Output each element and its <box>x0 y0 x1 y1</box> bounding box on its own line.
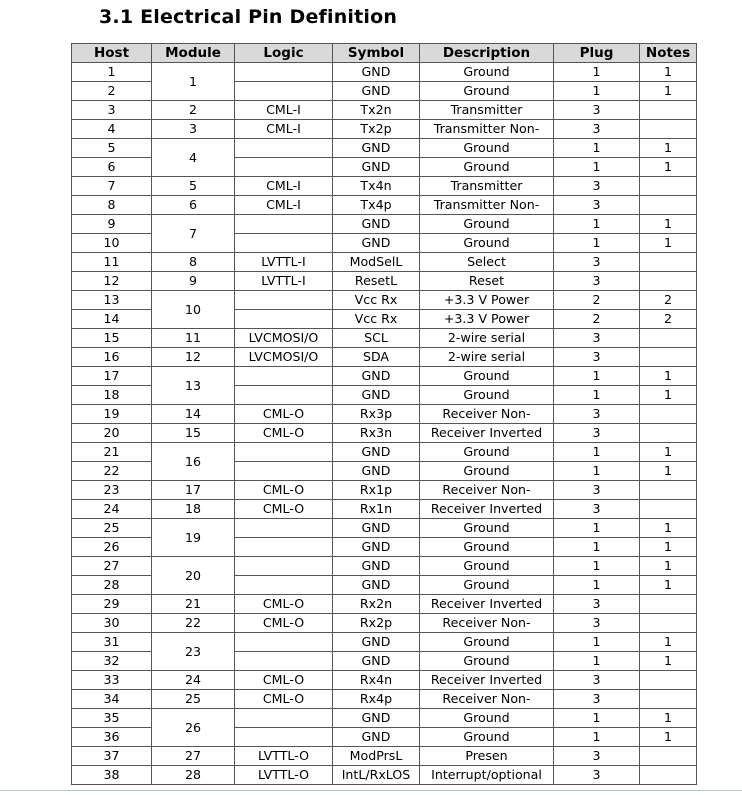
cell-logic: CML-O <box>235 671 333 690</box>
cell-module: 5 <box>152 177 235 196</box>
cell-logic: CML-O <box>235 690 333 709</box>
cell-description: 2-wire serial <box>420 348 554 367</box>
table-row <box>72 633 697 652</box>
cell-host: 11 <box>72 253 152 272</box>
table-row <box>72 671 697 690</box>
cell-plug: 1 <box>554 519 640 538</box>
cell-plug: 3 <box>554 424 640 443</box>
cell-module: 18 <box>152 500 235 519</box>
table-row <box>72 101 697 120</box>
cell-module: 17 <box>152 481 235 500</box>
table-row <box>72 614 697 633</box>
table-row <box>72 747 697 766</box>
cell-plug: 3 <box>554 690 640 709</box>
cell-symbol: Rx4p <box>333 690 420 709</box>
cell-notes <box>640 500 697 519</box>
cell-description: Ground <box>420 367 554 386</box>
table-row <box>72 557 697 576</box>
cell-symbol: Vcc Rx <box>333 310 420 329</box>
cell-description: Ground <box>420 538 554 557</box>
cell-symbol: GND <box>333 652 420 671</box>
cell-module: 28 <box>152 766 235 785</box>
cell-symbol: GND <box>333 709 420 728</box>
cell-logic <box>235 310 333 329</box>
cell-host: 12 <box>72 272 152 291</box>
table-row <box>72 500 697 519</box>
cell-logic <box>235 538 333 557</box>
cell-symbol: GND <box>333 215 420 234</box>
cell-notes <box>640 120 697 139</box>
cell-description: Ground <box>420 709 554 728</box>
cell-module: 26 <box>152 709 235 747</box>
cell-host: 33 <box>72 671 152 690</box>
cell-module: 8 <box>152 253 235 272</box>
table-row <box>72 690 697 709</box>
cell-symbol: GND <box>333 367 420 386</box>
cell-symbol: Vcc Rx <box>333 291 420 310</box>
cell-logic: CML-I <box>235 196 333 215</box>
cell-notes <box>640 766 697 785</box>
cell-host: 8 <box>72 196 152 215</box>
cell-description: Ground <box>420 557 554 576</box>
cell-description: Presen <box>420 747 554 766</box>
cell-host: 6 <box>72 158 152 177</box>
cell-host: 23 <box>72 481 152 500</box>
cell-notes: 1 <box>640 63 697 82</box>
cell-plug: 3 <box>554 177 640 196</box>
cell-logic <box>235 519 333 538</box>
table-row <box>72 766 697 785</box>
cell-symbol: Tx4n <box>333 177 420 196</box>
cell-notes <box>640 272 697 291</box>
table-row <box>72 481 697 500</box>
cell-symbol: SCL <box>333 329 420 348</box>
cell-notes: 1 <box>640 557 697 576</box>
cell-logic: LVCMOSI/O <box>235 329 333 348</box>
cell-notes <box>640 614 697 633</box>
cell-description: Receiver Non- <box>420 614 554 633</box>
cell-notes <box>640 595 697 614</box>
cell-symbol: GND <box>333 576 420 595</box>
table-row <box>72 405 697 424</box>
cell-host: 28 <box>72 576 152 595</box>
table-row <box>72 291 697 310</box>
cell-plug: 1 <box>554 728 640 747</box>
cell-description: Ground <box>420 158 554 177</box>
cell-symbol: GND <box>333 557 420 576</box>
cell-module: 2 <box>152 101 235 120</box>
cell-symbol: Rx1n <box>333 500 420 519</box>
cell-notes: 1 <box>640 519 697 538</box>
cell-description: Ground <box>420 139 554 158</box>
header-plug: Plug <box>554 44 640 63</box>
cell-symbol: GND <box>333 63 420 82</box>
cell-logic: LVTTL-O <box>235 766 333 785</box>
cell-host: 2 <box>72 82 152 101</box>
cell-logic <box>235 652 333 671</box>
cell-notes <box>640 405 697 424</box>
cell-logic <box>235 139 333 158</box>
header-description: Description <box>420 44 554 63</box>
pin-definition-table <box>71 43 697 785</box>
cell-logic: CML-O <box>235 614 333 633</box>
cell-module: 10 <box>152 291 235 329</box>
cell-host: 21 <box>72 443 152 462</box>
header-logic: Logic <box>235 44 333 63</box>
cell-notes: 1 <box>640 538 697 557</box>
cell-logic <box>235 576 333 595</box>
cell-logic: CML-O <box>235 500 333 519</box>
cell-plug: 1 <box>554 367 640 386</box>
cell-notes: 1 <box>640 728 697 747</box>
cell-notes: 1 <box>640 462 697 481</box>
cell-host: 22 <box>72 462 152 481</box>
cell-symbol: Rx4n <box>333 671 420 690</box>
cell-symbol: Rx3p <box>333 405 420 424</box>
cell-host: 15 <box>72 329 152 348</box>
cell-logic: LVCMOSI/O <box>235 348 333 367</box>
cell-plug: 3 <box>554 595 640 614</box>
cell-logic <box>235 557 333 576</box>
cell-symbol: SDA <box>333 348 420 367</box>
cell-plug: 1 <box>554 538 640 557</box>
table-row <box>72 709 697 728</box>
cell-host: 19 <box>72 405 152 424</box>
cell-notes: 1 <box>640 234 697 253</box>
cell-module: 24 <box>152 671 235 690</box>
cell-plug: 1 <box>554 234 640 253</box>
cell-description: Ground <box>420 576 554 595</box>
cell-symbol: GND <box>333 234 420 253</box>
cell-notes: 1 <box>640 158 697 177</box>
cell-logic <box>235 443 333 462</box>
cell-logic: LVTTL-I <box>235 253 333 272</box>
cell-module: 13 <box>152 367 235 405</box>
cell-notes: 1 <box>640 139 697 158</box>
header-symbol: Symbol <box>333 44 420 63</box>
cell-host: 3 <box>72 101 152 120</box>
page-bottom-divider <box>0 790 742 791</box>
cell-description: Receiver Inverted <box>420 671 554 690</box>
cell-module: 20 <box>152 557 235 595</box>
cell-host: 31 <box>72 633 152 652</box>
cell-plug: 3 <box>554 101 640 120</box>
table-row <box>72 215 697 234</box>
cell-symbol: GND <box>333 443 420 462</box>
cell-notes: 1 <box>640 82 697 101</box>
cell-notes <box>640 101 697 120</box>
cell-logic: CML-O <box>235 405 333 424</box>
cell-plug: 1 <box>554 443 640 462</box>
cell-notes: 1 <box>640 215 697 234</box>
cell-plug: 1 <box>554 633 640 652</box>
cell-description: Receiver Non- <box>420 405 554 424</box>
cell-logic <box>235 158 333 177</box>
cell-logic <box>235 728 333 747</box>
cell-logic: CML-I <box>235 177 333 196</box>
header-notes: Notes <box>640 44 697 63</box>
cell-module: 15 <box>152 424 235 443</box>
cell-module: 21 <box>152 595 235 614</box>
table-row <box>72 272 697 291</box>
cell-symbol: ModSelL <box>333 253 420 272</box>
cell-description: Ground <box>420 234 554 253</box>
cell-host: 34 <box>72 690 152 709</box>
cell-symbol: GND <box>333 158 420 177</box>
cell-logic <box>235 63 333 82</box>
cell-logic: CML-O <box>235 595 333 614</box>
cell-notes <box>640 253 697 272</box>
cell-host: 9 <box>72 215 152 234</box>
cell-description: Ground <box>420 728 554 747</box>
cell-description: 2-wire serial <box>420 329 554 348</box>
cell-plug: 3 <box>554 272 640 291</box>
cell-plug: 1 <box>554 652 640 671</box>
cell-description: Receiver Inverted <box>420 500 554 519</box>
cell-module: 11 <box>152 329 235 348</box>
cell-module: 7 <box>152 215 235 253</box>
cell-description: Transmitter <box>420 177 554 196</box>
cell-plug: 1 <box>554 386 640 405</box>
cell-symbol: GND <box>333 728 420 747</box>
cell-logic <box>235 291 333 310</box>
cell-description: +3.3 V Power <box>420 291 554 310</box>
cell-description: Ground <box>420 652 554 671</box>
cell-host: 24 <box>72 500 152 519</box>
table-row <box>72 595 697 614</box>
cell-notes <box>640 747 697 766</box>
cell-description: Ground <box>420 633 554 652</box>
cell-logic: CML-O <box>235 481 333 500</box>
cell-plug: 1 <box>554 576 640 595</box>
cell-symbol: GND <box>333 139 420 158</box>
cell-description: Ground <box>420 215 554 234</box>
cell-host: 18 <box>72 386 152 405</box>
table-row <box>72 443 697 462</box>
cell-logic <box>235 234 333 253</box>
cell-notes: 1 <box>640 443 697 462</box>
cell-host: 10 <box>72 234 152 253</box>
table-row <box>72 348 697 367</box>
cell-host: 1 <box>72 63 152 82</box>
cell-module: 14 <box>152 405 235 424</box>
cell-symbol: Tx4p <box>333 196 420 215</box>
cell-description: Ground <box>420 462 554 481</box>
cell-description: Receiver Inverted <box>420 595 554 614</box>
cell-description: Ground <box>420 63 554 82</box>
cell-host: 32 <box>72 652 152 671</box>
cell-description: +3.3 V Power <box>420 310 554 329</box>
cell-notes: 1 <box>640 709 697 728</box>
cell-symbol: Rx2n <box>333 595 420 614</box>
cell-plug: 3 <box>554 481 640 500</box>
cell-notes <box>640 671 697 690</box>
cell-notes <box>640 481 697 500</box>
cell-logic: LVTTL-O <box>235 747 333 766</box>
cell-logic: CML-I <box>235 120 333 139</box>
table-header-row <box>72 44 697 63</box>
cell-symbol: Tx2p <box>333 120 420 139</box>
cell-plug: 3 <box>554 766 640 785</box>
cell-host: 14 <box>72 310 152 329</box>
cell-symbol: ResetL <box>333 272 420 291</box>
cell-logic: CML-I <box>235 101 333 120</box>
cell-logic <box>235 633 333 652</box>
cell-module: 16 <box>152 443 235 481</box>
cell-plug: 1 <box>554 215 640 234</box>
cell-plug: 2 <box>554 310 640 329</box>
cell-symbol: Rx3n <box>333 424 420 443</box>
cell-module: 4 <box>152 139 235 177</box>
table-row <box>72 424 697 443</box>
table-row <box>72 177 697 196</box>
cell-host: 36 <box>72 728 152 747</box>
cell-logic <box>235 709 333 728</box>
table-row <box>72 63 697 82</box>
table-body <box>72 63 697 785</box>
cell-notes: 1 <box>640 633 697 652</box>
cell-notes: 1 <box>640 386 697 405</box>
table-row <box>72 253 697 272</box>
cell-module: 9 <box>152 272 235 291</box>
cell-symbol: GND <box>333 519 420 538</box>
cell-logic <box>235 215 333 234</box>
table-row <box>72 367 697 386</box>
cell-plug: 3 <box>554 196 640 215</box>
cell-symbol: GND <box>333 386 420 405</box>
cell-logic <box>235 82 333 101</box>
cell-plug: 3 <box>554 329 640 348</box>
header-host: Host <box>72 44 152 63</box>
cell-host: 25 <box>72 519 152 538</box>
cell-module: 25 <box>152 690 235 709</box>
page-title: 3.1 Electrical Pin Definition <box>99 6 398 28</box>
cell-notes <box>640 329 697 348</box>
cell-plug: 3 <box>554 405 640 424</box>
cell-description: Transmitter Non- <box>420 196 554 215</box>
table-row <box>72 139 697 158</box>
cell-symbol: GND <box>333 633 420 652</box>
cell-plug: 1 <box>554 557 640 576</box>
cell-description: Receiver Inverted <box>420 424 554 443</box>
cell-description: Reset <box>420 272 554 291</box>
cell-symbol: GND <box>333 538 420 557</box>
cell-plug: 1 <box>554 158 640 177</box>
cell-notes <box>640 424 697 443</box>
cell-host: 30 <box>72 614 152 633</box>
cell-notes <box>640 177 697 196</box>
cell-description: Ground <box>420 82 554 101</box>
cell-host: 26 <box>72 538 152 557</box>
cell-host: 4 <box>72 120 152 139</box>
table-row <box>72 519 697 538</box>
cell-description: Transmitter Non- <box>420 120 554 139</box>
cell-host: 20 <box>72 424 152 443</box>
cell-notes: 1 <box>640 367 697 386</box>
cell-plug: 3 <box>554 348 640 367</box>
cell-plug: 3 <box>554 671 640 690</box>
cell-plug: 1 <box>554 82 640 101</box>
cell-logic: LVTTL-I <box>235 272 333 291</box>
cell-plug: 3 <box>554 120 640 139</box>
cell-description: Select <box>420 253 554 272</box>
cell-logic <box>235 386 333 405</box>
cell-plug: 3 <box>554 500 640 519</box>
cell-symbol: GND <box>333 462 420 481</box>
cell-description: Receiver Non- <box>420 481 554 500</box>
cell-plug: 3 <box>554 747 640 766</box>
cell-module: 23 <box>152 633 235 671</box>
cell-host: 37 <box>72 747 152 766</box>
cell-logic <box>235 462 333 481</box>
cell-symbol: Tx2n <box>333 101 420 120</box>
cell-logic: CML-O <box>235 424 333 443</box>
cell-notes: 2 <box>640 291 697 310</box>
cell-host: 16 <box>72 348 152 367</box>
cell-plug: 1 <box>554 63 640 82</box>
cell-module: 1 <box>152 63 235 101</box>
cell-plug: 1 <box>554 709 640 728</box>
cell-plug: 3 <box>554 253 640 272</box>
cell-symbol: ModPrsL <box>333 747 420 766</box>
cell-host: 7 <box>72 177 152 196</box>
cell-plug: 1 <box>554 462 640 481</box>
cell-host: 27 <box>72 557 152 576</box>
cell-plug: 1 <box>554 139 640 158</box>
cell-symbol: IntL/RxLOS <box>333 766 420 785</box>
cell-module: 6 <box>152 196 235 215</box>
cell-host: 5 <box>72 139 152 158</box>
header-module: Module <box>152 44 235 63</box>
cell-host: 29 <box>72 595 152 614</box>
cell-description: Interrupt/optional <box>420 766 554 785</box>
cell-host: 38 <box>72 766 152 785</box>
cell-module: 3 <box>152 120 235 139</box>
table-row <box>72 120 697 139</box>
cell-host: 13 <box>72 291 152 310</box>
cell-description: Receiver Non- <box>420 690 554 709</box>
cell-description: Ground <box>420 443 554 462</box>
cell-symbol: Rx1p <box>333 481 420 500</box>
cell-module: 19 <box>152 519 235 557</box>
cell-description: Ground <box>420 519 554 538</box>
cell-symbol: Rx2p <box>333 614 420 633</box>
cell-logic <box>235 367 333 386</box>
cell-symbol: GND <box>333 82 420 101</box>
cell-notes: 1 <box>640 576 697 595</box>
cell-plug: 2 <box>554 291 640 310</box>
table-row <box>72 196 697 215</box>
cell-host: 35 <box>72 709 152 728</box>
cell-notes <box>640 690 697 709</box>
cell-host: 17 <box>72 367 152 386</box>
cell-notes: 1 <box>640 652 697 671</box>
cell-module: 22 <box>152 614 235 633</box>
cell-notes: 2 <box>640 310 697 329</box>
cell-module: 27 <box>152 747 235 766</box>
cell-description: Ground <box>420 386 554 405</box>
cell-module: 12 <box>152 348 235 367</box>
cell-description: Transmitter <box>420 101 554 120</box>
cell-plug: 3 <box>554 614 640 633</box>
table-row <box>72 329 697 348</box>
cell-notes <box>640 196 697 215</box>
cell-notes <box>640 348 697 367</box>
